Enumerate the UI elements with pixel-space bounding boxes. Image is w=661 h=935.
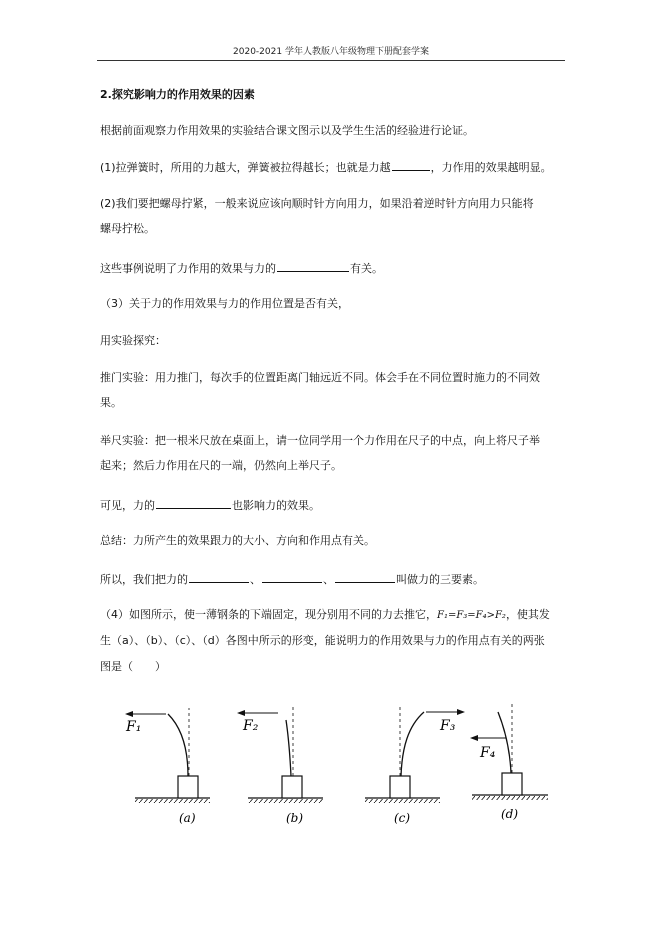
caption-a: (a): [179, 811, 196, 825]
blank-point[interactable]: [156, 497, 231, 509]
item-1-after: ，力作用的效果越明显。: [430, 161, 552, 174]
ruler-experiment-line-1: 举尺实验：把一根米尺放在桌面上，请一位同学用一个力作用在尺子的中点，向上将尺子举: [100, 434, 540, 447]
figure-svg: [110, 700, 565, 830]
diagram-b: [242, 706, 323, 825]
section-heading: 2.探究影响力的作用效果的因素: [100, 88, 255, 101]
caption-d: (d): [501, 807, 519, 821]
direction-conclusion: [100, 260, 383, 276]
visible-after: 也影响力的效果。: [232, 499, 320, 512]
door-experiment-line-1: 推门实验：用力推门，每次手的位置距离门轴远近不同。体会手在不同位置时施力的不同效: [100, 371, 540, 384]
ruler-experiment-line-2: 起来；然后力作用在尺的一端，仍然向上举尺子。: [100, 459, 342, 472]
three-elements: [100, 571, 484, 587]
blank-direction[interactable]: [277, 260, 349, 272]
diagram-a: [125, 708, 210, 825]
force-label-a: F₁: [126, 719, 142, 735]
diagram-c: [365, 704, 458, 825]
visible-before: 可见，力的: [100, 499, 155, 512]
caption-c: (c): [394, 811, 411, 825]
caption-b: (b): [286, 811, 304, 825]
force-label-c: F₃: [440, 718, 456, 734]
direction-before: 这些事例说明了力作用的效果与力的: [100, 262, 276, 275]
experiment-intro: 用实验探究：: [100, 334, 166, 347]
item-4-after: ，使其发: [505, 608, 550, 621]
item-4-line-1: [100, 608, 550, 623]
door-experiment-line-2: 果。: [100, 396, 122, 409]
three-elements-before: 所以，我们把力的: [100, 573, 188, 586]
blank-element-1[interactable]: [189, 571, 249, 583]
item-4-before: （4）如图所示，使一薄钢条的下端固定，现分别用不同的力去推它，: [100, 608, 437, 621]
item-2-line-1: (2)我们要把螺母拧紧，一般来说应该向顺时针方向用力，如果沿着逆时针方向用力只能将: [100, 197, 534, 210]
diagram-d: [472, 702, 548, 821]
item-2-line-2: 螺母拧松。: [100, 222, 155, 235]
visible-conclusion: [100, 497, 320, 513]
force-relation: F₁=F₃=F₄>F₂: [437, 610, 506, 621]
item-3: （3）关于力的作用效果与力的作用位置是否有关，: [100, 297, 349, 310]
header-rule: [97, 60, 565, 61]
item-1-before: (1)拉弹簧时，所用的力越大，弹簧被拉得越长；也就是力越: [100, 161, 391, 174]
separator-2: 、: [323, 573, 334, 586]
separator-1: 、: [250, 573, 261, 586]
item-1: [100, 159, 552, 175]
summary-text: 总结：力所产生的效果跟力的大小、方向和作用点有关。: [100, 534, 375, 547]
three-elements-after: 叫做力的三要素。: [396, 573, 484, 586]
item-4-line-2: 生（a）、（b）、（c）、（d）各图中所示的形变，能说明力的作用效果与力的作用点有关的两张: [100, 634, 545, 647]
intro-text: 根据前面观察力作用效果的实验结合课文图示以及学生生活的经验进行论证。: [100, 124, 474, 137]
blank-element-2[interactable]: [262, 571, 322, 583]
force-label-d: F₄: [480, 745, 496, 761]
force-label-b: F₂: [243, 718, 259, 734]
direction-after: 有关。: [350, 262, 383, 275]
page-header: 2020-2021 学年人教版八年级物理下册配套学案: [233, 47, 429, 57]
steel-strip-figure: [110, 700, 565, 830]
blank-1[interactable]: [392, 159, 430, 171]
blank-element-3[interactable]: [335, 571, 395, 583]
item-4-line-3: 图是（ ）: [100, 660, 166, 673]
